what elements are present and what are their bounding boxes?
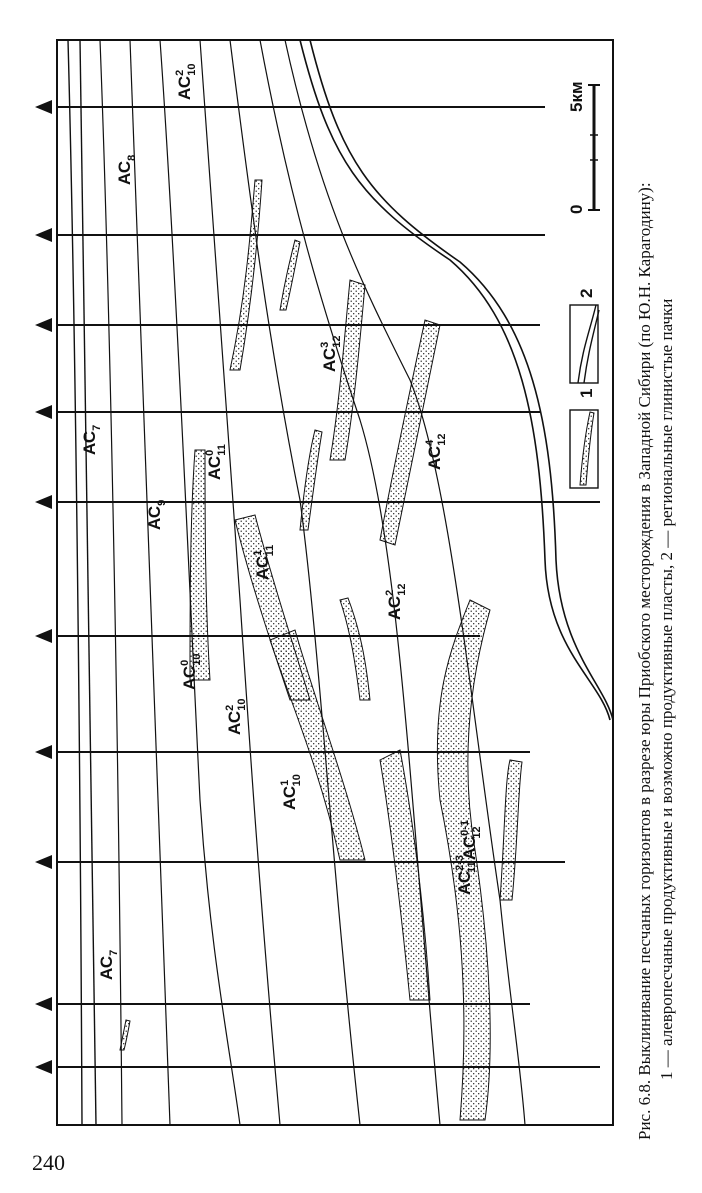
caption-line-2: 1 — алевропесчаные продуктивные и возможно продуктивные пласты, 2 — региональные глинистые пачки [657,298,676,1080]
horizon-label: $АС_7$ [80,424,103,455]
horizon-label: $АС_8$ [115,154,138,185]
figure-caption [634,40,694,1140]
horizon-label: $АС^212$ [384,583,408,620]
section-frame [57,40,613,1125]
sand-body [380,320,440,545]
legend-swatch-2 [570,305,598,383]
scale-bar-end: 5км [567,81,586,112]
sand-body [280,240,300,310]
horizon-label: $АС^110$ [279,774,303,810]
horizon-label: АС$^{0-1}$12 [459,820,483,860]
horizon-label: $АС^312$ [319,335,343,372]
sand-body [380,750,430,1000]
well-marker-triangle [35,405,52,419]
horizon-label: АС$^{2-3}$11 [454,854,478,895]
well-marker-triangle [35,745,52,759]
horizon-label: $АС^011$ [204,444,228,480]
well-marker-triangle [35,228,52,242]
scale-bar-start: 0 [567,204,586,214]
sand-body [500,760,522,900]
page-number: 240 [32,1150,65,1175]
horizon-label: $АС^210$ [174,63,198,100]
well-marker-triangle [35,100,52,114]
horizon-label: $АС^412$ [424,433,448,470]
legend-key-2: 2 [577,288,596,298]
horizon-label: $АС^210$ [224,698,248,735]
legend-key-1: 1 [577,388,596,398]
well-marker-triangle [35,997,52,1011]
well-marker-triangle [35,629,52,643]
horizon-line [68,40,82,1125]
horizon-label: $АС^010$ [179,653,203,690]
horizon-line [80,40,96,1125]
sand-body [340,598,370,700]
caption-line-1: Рис. 6.8. Выклинивание песчаных горизонтов в разрезе юры Приобского месторождения в Западной Сибири (по Ю.Н. Карагодину): [635,182,654,1140]
horizon-line [130,40,170,1125]
scale-bar [567,81,600,214]
horizon-label: $АС_9$ [145,499,168,530]
sand-body [190,450,210,680]
sand-body [230,180,262,370]
sand-body [235,515,310,700]
legend [570,289,599,488]
horizon-line [285,40,525,1125]
well-marker-triangle [35,495,52,509]
well-marker-triangle [35,855,52,869]
well-marker-triangle [35,1060,52,1074]
horizon-label: $АС_7$ [97,949,120,980]
horizon-label: $АС^111$ [252,544,276,580]
well-marker-triangle [35,318,52,332]
sand-body [300,430,322,530]
